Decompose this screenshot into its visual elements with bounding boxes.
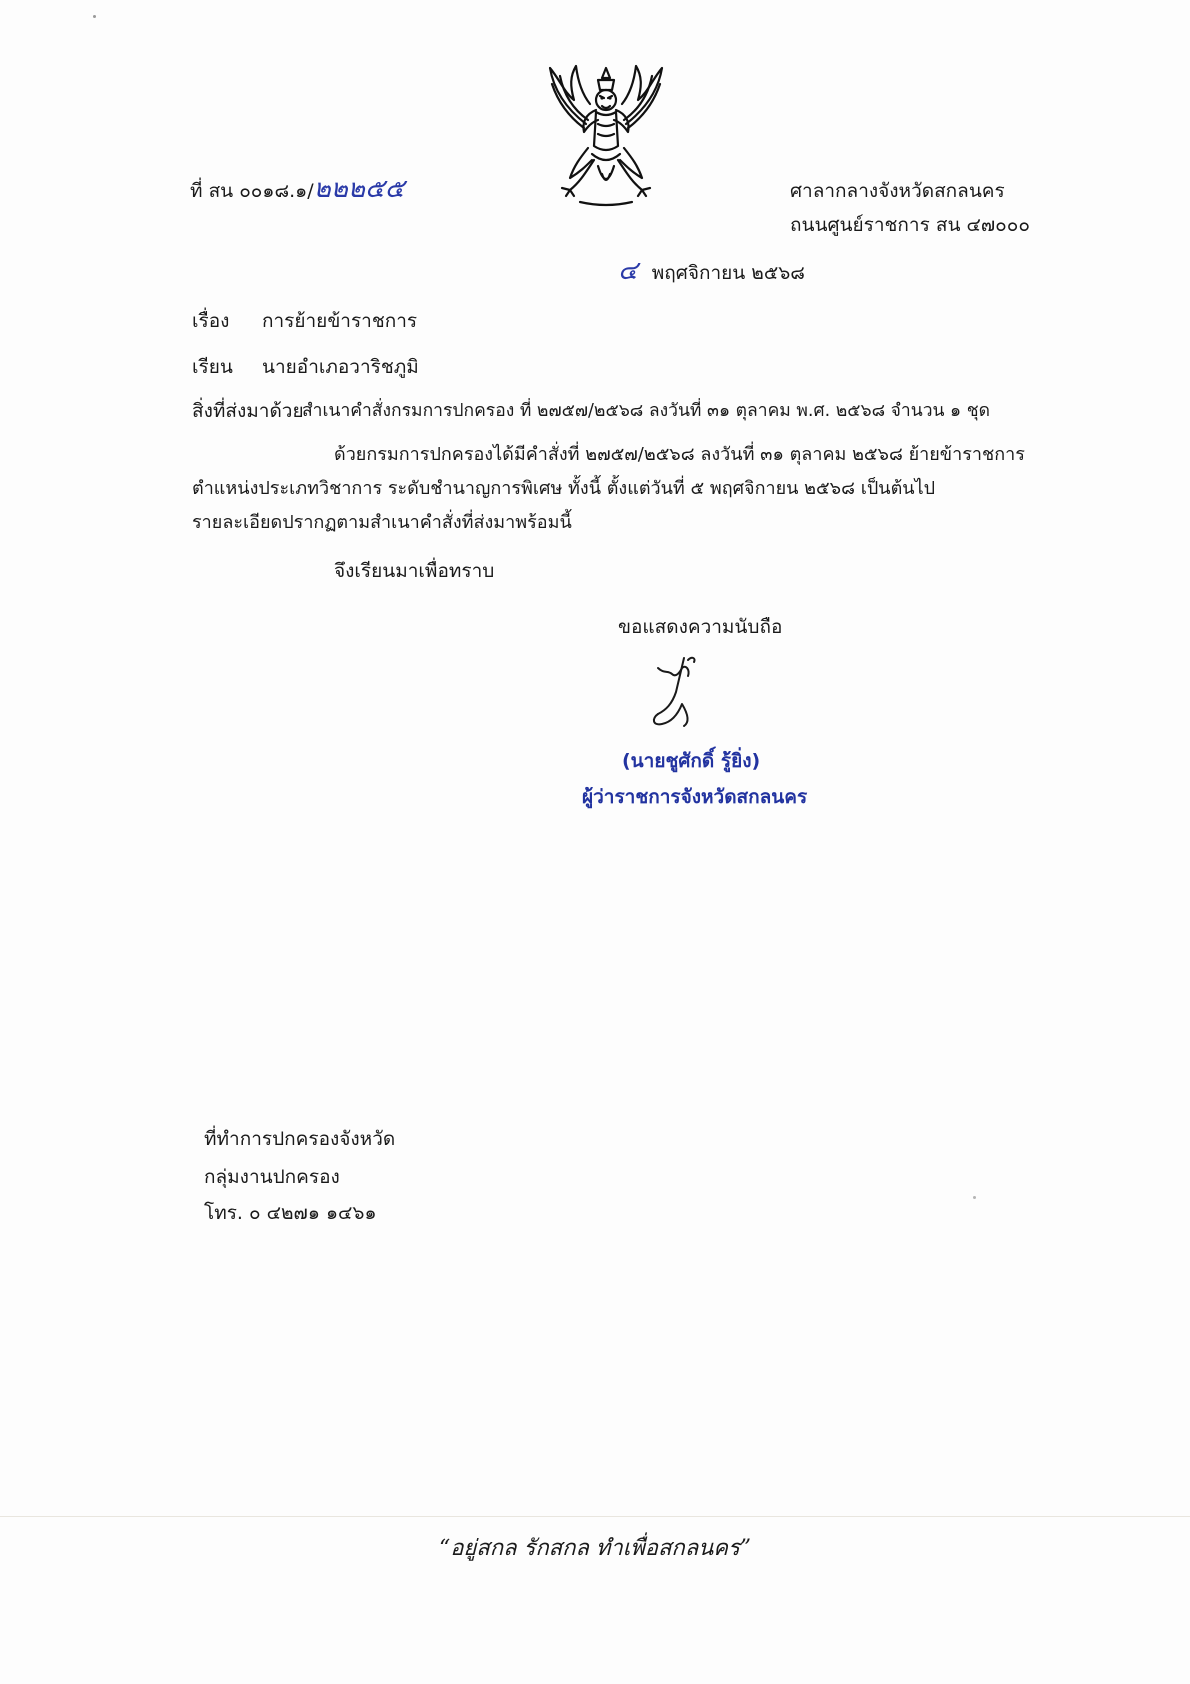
scan-dot [973,1196,976,1199]
document-date [618,258,805,286]
reference-number-handwritten: ๒๒๒๕๕ [313,174,405,204]
recipient-label: เรียน [192,356,233,378]
garuda-emblem-icon [540,62,672,210]
date-day-handwritten: ๔ [618,256,638,286]
reference-prefix: ที่ สน ๐๐๑๘.๑/ [190,180,314,202]
body-line-3: รายละเอียดปรากฏตามสำเนาคำสั่งที่ส่งมาพร้อมนี้ [192,512,572,533]
enclosure-label: สิ่งที่ส่งมาด้วย [192,400,304,422]
contact-group: กลุ่มงานปกครอง [204,1166,340,1188]
subject-value: การย้ายข้าราชการ [262,310,418,332]
subject-label: เรื่อง [192,310,230,332]
footer-motto: “อยู่สกล รักสกล ทำเพื่อสกลนคร” [438,1536,752,1561]
date-month-year: พฤศจิกายน ๒๕๖๘ [651,262,805,284]
closing-salutation: ขอแสดงความนับถือ [618,616,783,638]
handwritten-signature [638,652,718,732]
recipient-value: นายอำเภอวาริชภูมิ [262,356,419,378]
signer-position: ผู้ว่าราชการจังหวัดสกลนคร [582,786,808,808]
body-line-2: ตำแหน่งประเภทวิชาการ ระดับชำนาญการพิเศษ ทั้งนี้ ตั้งแต่วันที่ ๕ พฤศจิกายน ๒๕๖๘ เป็นต้นไป [192,478,936,499]
footer-divider [0,1516,1190,1517]
body-line-1: ด้วยกรมการปกครองได้มีคำสั่งที่ ๒๗๕๗/๒๕๖๘ ลงวันที่ ๓๑ ตุลาคม ๒๕๖๘ ย้ายข้าราชการ [334,444,1025,465]
scan-dot [93,15,96,18]
contact-office: ที่ทำการปกครองจังหวัด [204,1128,396,1150]
signer-name: (นายชูศักดิ์ รู้ยิ่ง) [622,750,761,772]
contact-phone: โทร. ๐ ๔๒๗๑ ๑๔๖๑ [204,1202,377,1224]
office-address-line2: ถนนศูนย์ราชการ สน ๔๗๐๐๐ [790,214,1030,236]
office-address-line1: ศาลากลางจังหวัดสกลนคร [790,180,1005,202]
closing-request: จึงเรียนมาเพื่อทราบ [334,560,495,582]
reference-number [190,176,404,204]
enclosure-value: สำเนาคำสั่งกรมการปกครอง ที่ ๒๗๕๗/๒๕๖๘ ลงวันที่ ๓๑ ตุลาคม พ.ศ. ๒๕๖๘ จำนวน ๑ ชุด [302,401,990,421]
